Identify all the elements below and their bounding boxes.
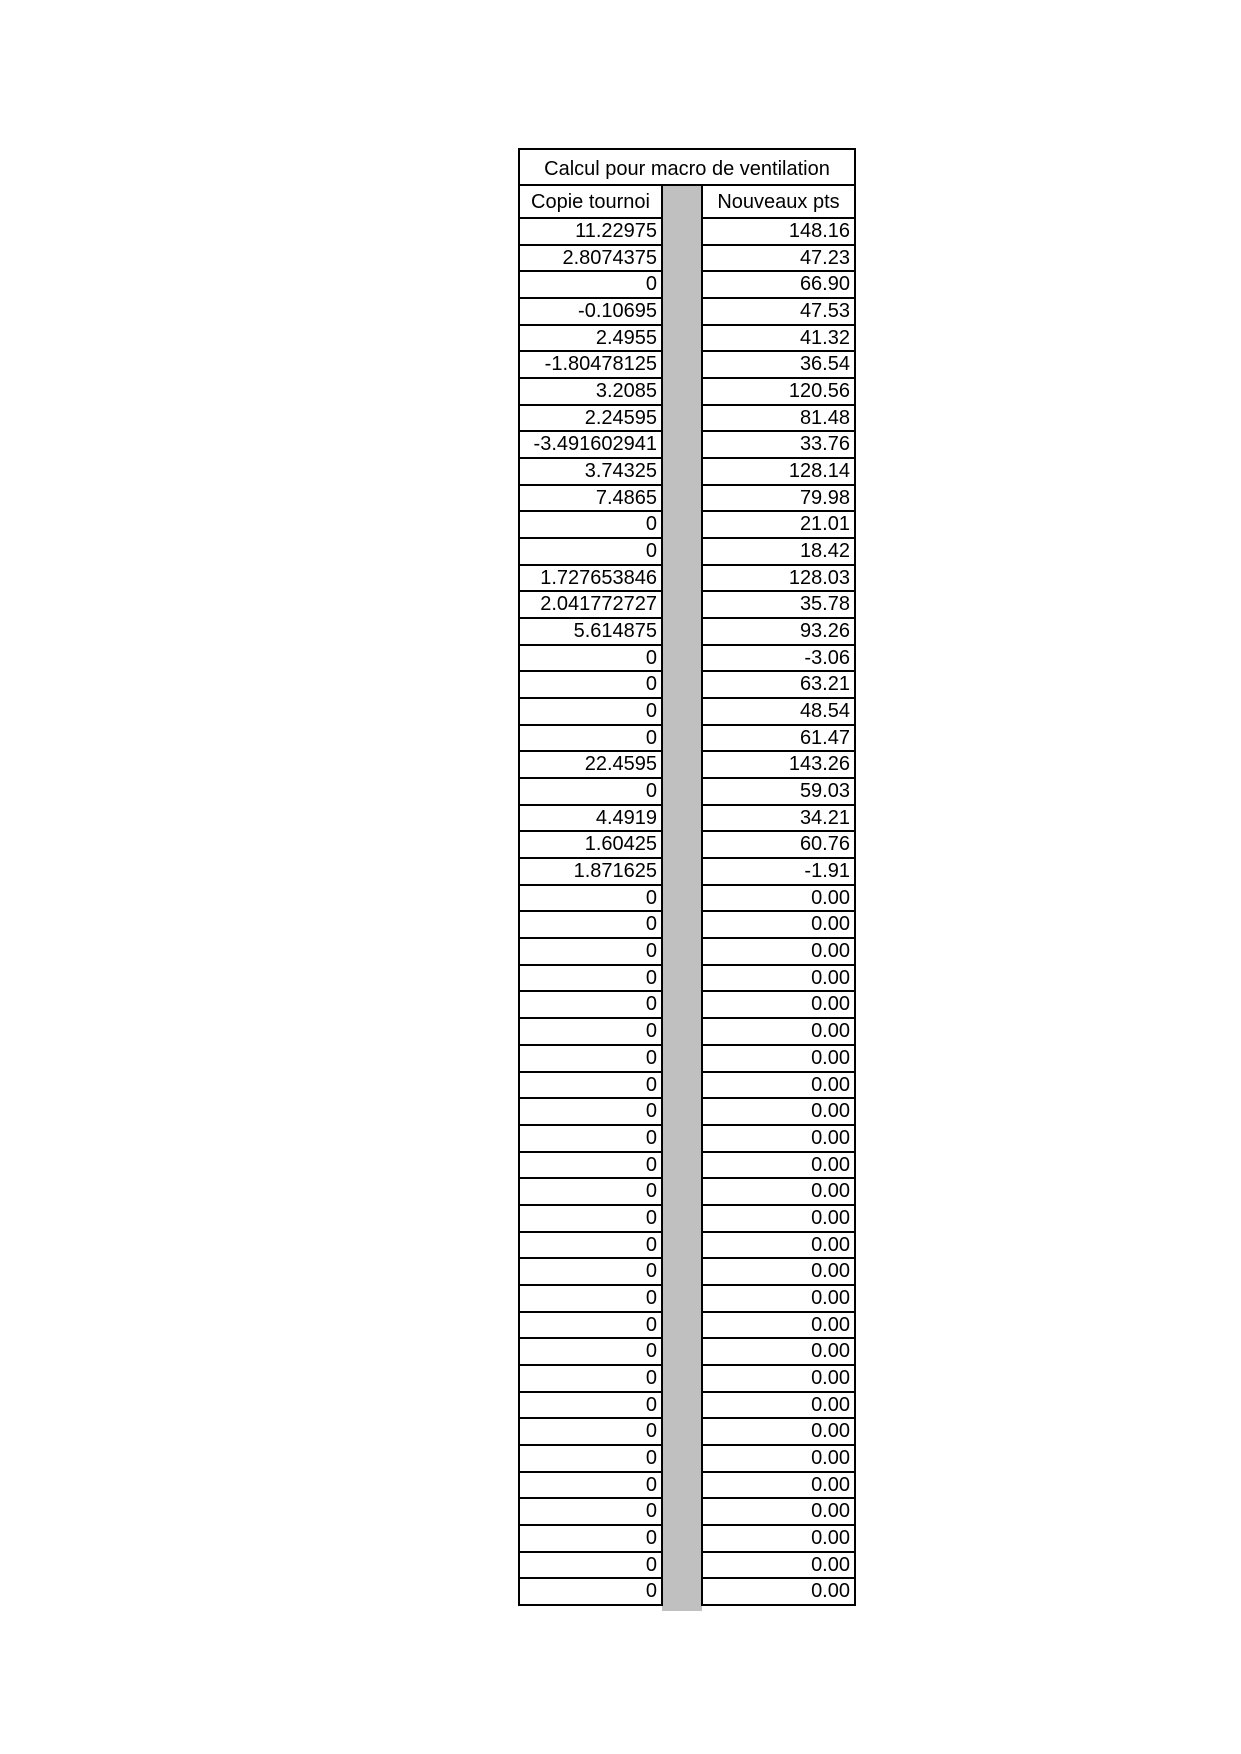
cell-copie-tournoi[interactable]: 2.24595 xyxy=(520,406,661,433)
cell-copie-tournoi[interactable]: 0 xyxy=(520,1179,661,1206)
cell-copie-tournoi[interactable]: 0 xyxy=(520,1419,661,1446)
cell-copie-tournoi[interactable]: 0 xyxy=(520,1313,661,1340)
cell-nouveaux-pts[interactable]: 47.53 xyxy=(703,299,854,326)
cell-nouveaux-pts[interactable]: 47.23 xyxy=(703,246,854,273)
cell-nouveaux-pts[interactable]: 41.32 xyxy=(703,326,854,353)
cell-nouveaux-pts[interactable]: 0.00 xyxy=(703,1179,854,1206)
cell-nouveaux-pts[interactable]: 0.00 xyxy=(703,1419,854,1446)
cell-copie-tournoi[interactable]: 0 xyxy=(520,1473,661,1500)
cell-copie-tournoi[interactable]: 3.2085 xyxy=(520,379,661,406)
cell-nouveaux-pts[interactable]: 34.21 xyxy=(703,806,854,833)
column-copie-tournoi xyxy=(518,186,663,1606)
cell-nouveaux-pts[interactable]: 0.00 xyxy=(703,1393,854,1420)
cell-nouveaux-pts[interactable]: 81.48 xyxy=(703,406,854,433)
cell-nouveaux-pts[interactable]: 0.00 xyxy=(703,1099,854,1126)
column-nouveaux-pts xyxy=(701,186,856,1606)
cell-nouveaux-pts[interactable]: 0.00 xyxy=(703,886,854,913)
cell-copie-tournoi[interactable]: 0 xyxy=(520,779,661,806)
cell-nouveaux-pts[interactable]: -1.91 xyxy=(703,859,854,886)
cell-nouveaux-pts[interactable]: 18.42 xyxy=(703,539,854,566)
cell-nouveaux-pts[interactable]: 33.76 xyxy=(703,432,854,459)
cell-nouveaux-pts[interactable]: 0.00 xyxy=(703,1499,854,1526)
cell-nouveaux-pts[interactable]: 0.00 xyxy=(703,1259,854,1286)
column-header-nouveaux-pts[interactable]: Nouveaux pts xyxy=(703,186,854,219)
cell-copie-tournoi[interactable]: -1.80478125 xyxy=(520,352,661,379)
cell-copie-tournoi[interactable]: -0.10695 xyxy=(520,299,661,326)
cell-copie-tournoi[interactable]: 0 xyxy=(520,1393,661,1420)
cell-copie-tournoi[interactable]: 0 xyxy=(520,1126,661,1153)
cell-copie-tournoi[interactable]: 0 xyxy=(520,726,661,753)
cell-nouveaux-pts[interactable]: 0.00 xyxy=(703,939,854,966)
cell-copie-tournoi[interactable]: 0 xyxy=(520,886,661,913)
cell-nouveaux-pts[interactable]: 59.03 xyxy=(703,779,854,806)
cell-copie-tournoi[interactable]: 0 xyxy=(520,1046,661,1073)
cell-nouveaux-pts[interactable]: 0.00 xyxy=(703,1286,854,1313)
cell-nouveaux-pts[interactable]: 21.01 xyxy=(703,512,854,539)
cell-copie-tournoi[interactable]: 0 xyxy=(520,512,661,539)
cell-nouveaux-pts[interactable]: 0.00 xyxy=(703,1579,854,1606)
cell-copie-tournoi[interactable]: 0 xyxy=(520,1526,661,1553)
cell-copie-tournoi[interactable]: 0 xyxy=(520,1153,661,1180)
cell-copie-tournoi[interactable]: 0 xyxy=(520,1499,661,1526)
cell-nouveaux-pts[interactable]: 0.00 xyxy=(703,1526,854,1553)
cell-nouveaux-pts[interactable]: 0.00 xyxy=(703,1153,854,1180)
cell-copie-tournoi[interactable]: 0 xyxy=(520,1286,661,1313)
cell-copie-tournoi[interactable]: 11.22975 xyxy=(520,219,661,246)
cell-copie-tournoi[interactable]: 0 xyxy=(520,1259,661,1286)
cell-copie-tournoi[interactable]: 2.4955 xyxy=(520,326,661,353)
cell-copie-tournoi[interactable]: 5.614875 xyxy=(520,619,661,646)
cell-copie-tournoi[interactable]: 0 xyxy=(520,672,661,699)
cell-copie-tournoi[interactable]: 0 xyxy=(520,699,661,726)
cell-nouveaux-pts[interactable]: 0.00 xyxy=(703,1233,854,1260)
cell-nouveaux-pts[interactable]: 0.00 xyxy=(703,1046,854,1073)
cell-copie-tournoi[interactable]: 0 xyxy=(520,272,661,299)
cell-copie-tournoi[interactable]: 0 xyxy=(520,1099,661,1126)
cell-nouveaux-pts[interactable]: 0.00 xyxy=(703,1206,854,1233)
cell-copie-tournoi[interactable]: 0 xyxy=(520,1233,661,1260)
cell-nouveaux-pts[interactable]: 48.54 xyxy=(703,699,854,726)
cell-copie-tournoi[interactable]: 0 xyxy=(520,966,661,993)
cell-nouveaux-pts[interactable]: -3.06 xyxy=(703,646,854,673)
cell-copie-tournoi[interactable]: 0 xyxy=(520,1366,661,1393)
cell-nouveaux-pts[interactable]: 0.00 xyxy=(703,1473,854,1500)
cell-nouveaux-pts[interactable]: 0.00 xyxy=(703,966,854,993)
cell-copie-tournoi[interactable]: 0 xyxy=(520,912,661,939)
cell-copie-tournoi[interactable]: 1.871625 xyxy=(520,859,661,886)
cell-nouveaux-pts[interactable]: 36.54 xyxy=(703,352,854,379)
cell-copie-tournoi[interactable]: 2.8074375 xyxy=(520,246,661,273)
separator-column xyxy=(662,186,702,1611)
table-title: Calcul pour macro de ventilation xyxy=(518,148,856,186)
cell-nouveaux-pts[interactable]: 60.76 xyxy=(703,832,854,859)
cell-copie-tournoi[interactable]: 1.60425 xyxy=(520,832,661,859)
cell-copie-tournoi[interactable]: 4.4919 xyxy=(520,806,661,833)
cell-copie-tournoi[interactable]: 3.74325 xyxy=(520,459,661,486)
cell-nouveaux-pts[interactable]: 120.56 xyxy=(703,379,854,406)
column-header-copie-tournoi[interactable]: Copie tournoi xyxy=(520,186,661,219)
cell-nouveaux-pts[interactable]: 35.78 xyxy=(703,592,854,619)
cell-copie-tournoi[interactable]: 22.4595 xyxy=(520,752,661,779)
cell-nouveaux-pts[interactable]: 0.00 xyxy=(703,1366,854,1393)
cell-copie-tournoi[interactable]: 2.041772727 xyxy=(520,592,661,619)
cell-nouveaux-pts[interactable]: 0.00 xyxy=(703,1446,854,1473)
cell-copie-tournoi[interactable]: 0 xyxy=(520,992,661,1019)
ventilation-table xyxy=(518,148,856,1603)
cell-nouveaux-pts[interactable]: 63.21 xyxy=(703,672,854,699)
cell-copie-tournoi[interactable]: 1.727653846 xyxy=(520,566,661,593)
cell-nouveaux-pts[interactable]: 0.00 xyxy=(703,1126,854,1153)
cell-copie-tournoi[interactable]: 0 xyxy=(520,1073,661,1100)
cell-nouveaux-pts[interactable]: 128.03 xyxy=(703,566,854,593)
cell-copie-tournoi[interactable]: 0 xyxy=(520,1579,661,1606)
cell-copie-tournoi[interactable]: 0 xyxy=(520,539,661,566)
cell-copie-tournoi[interactable]: 0 xyxy=(520,646,661,673)
cell-nouveaux-pts[interactable]: 0.00 xyxy=(703,1073,854,1100)
cell-copie-tournoi[interactable]: -3.491602941 xyxy=(520,432,661,459)
cell-nouveaux-pts[interactable]: 0.00 xyxy=(703,912,854,939)
cell-nouveaux-pts[interactable]: 0.00 xyxy=(703,1313,854,1340)
cell-nouveaux-pts[interactable]: 0.00 xyxy=(703,1553,854,1580)
cell-copie-tournoi[interactable]: 0 xyxy=(520,1553,661,1580)
cell-nouveaux-pts[interactable]: 61.47 xyxy=(703,726,854,753)
cell-copie-tournoi[interactable]: 0 xyxy=(520,1446,661,1473)
cell-nouveaux-pts[interactable]: 79.98 xyxy=(703,486,854,513)
cell-copie-tournoi[interactable]: 0 xyxy=(520,939,661,966)
cell-nouveaux-pts[interactable]: 93.26 xyxy=(703,619,854,646)
cell-nouveaux-pts[interactable]: 0.00 xyxy=(703,1339,854,1366)
cell-nouveaux-pts[interactable]: 66.90 xyxy=(703,272,854,299)
cell-copie-tournoi[interactable]: 0 xyxy=(520,1206,661,1233)
cell-nouveaux-pts[interactable]: 0.00 xyxy=(703,992,854,1019)
cell-nouveaux-pts[interactable]: 143.26 xyxy=(703,752,854,779)
cell-copie-tournoi[interactable]: 7.4865 xyxy=(520,486,661,513)
cell-copie-tournoi[interactable]: 0 xyxy=(520,1339,661,1366)
cell-nouveaux-pts[interactable]: 0.00 xyxy=(703,1019,854,1046)
cell-nouveaux-pts[interactable]: 148.16 xyxy=(703,219,854,246)
cell-nouveaux-pts[interactable]: 128.14 xyxy=(703,459,854,486)
cell-copie-tournoi[interactable]: 0 xyxy=(520,1019,661,1046)
